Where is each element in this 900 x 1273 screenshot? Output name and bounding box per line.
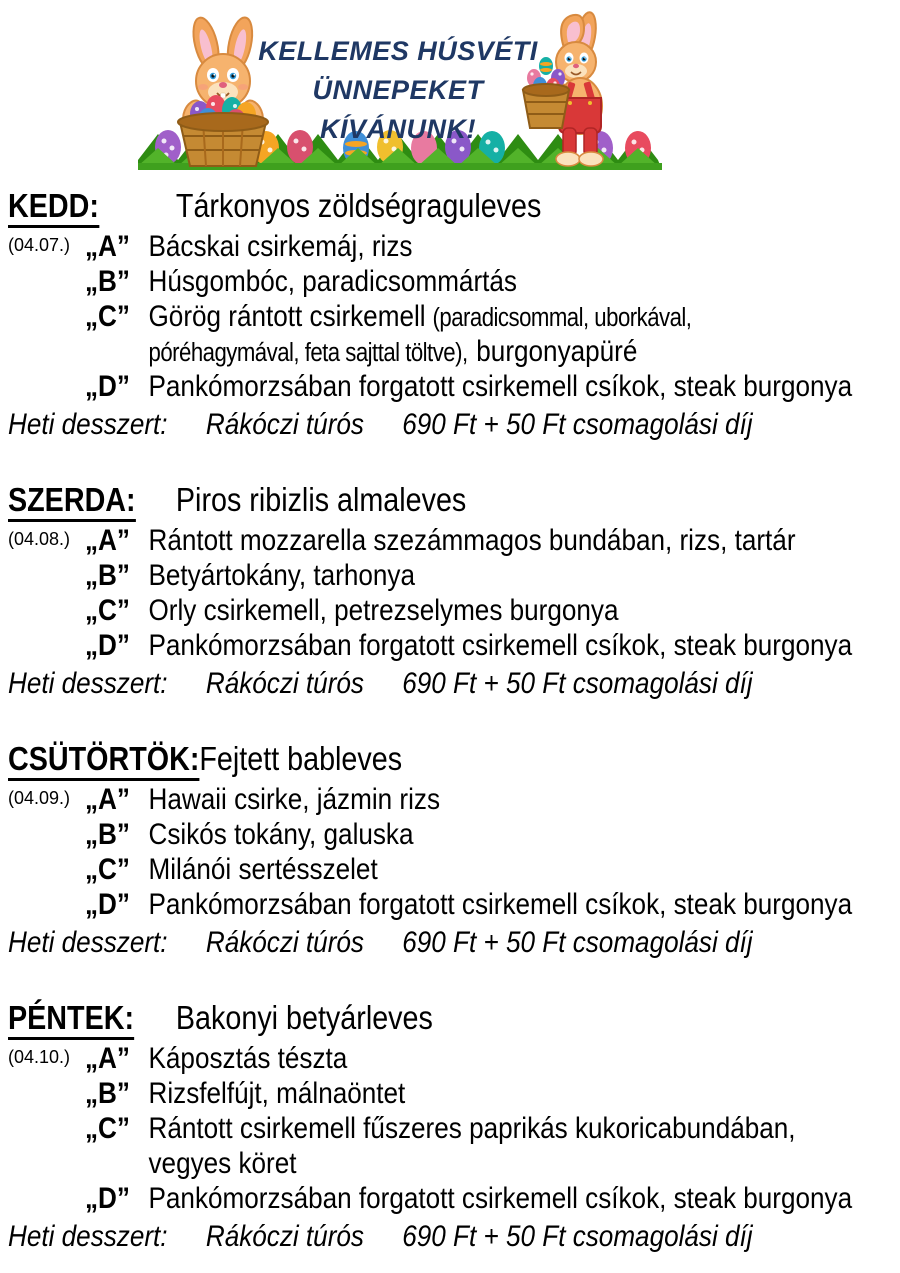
item-letter: „B” — [85, 818, 130, 851]
weekly-dessert — [8, 406, 900, 444]
dessert-label: Heti desszert: — [8, 408, 168, 441]
easter-banner — [138, 8, 662, 170]
item-letter: „A” — [85, 230, 130, 263]
menu-item-c-cont — [8, 1146, 900, 1181]
soup-name: Tárkonyos zöldségraguleves — [175, 187, 542, 224]
weekly-dessert — [8, 665, 900, 703]
day-name: SZERDA: — [8, 482, 136, 522]
dessert-label: Heti desszert: — [8, 926, 168, 959]
day-header — [8, 183, 900, 229]
day-header — [8, 995, 900, 1041]
day-name: KEDD: — [8, 188, 99, 228]
day-section-kedd — [8, 183, 900, 444]
item-letter: „D” — [85, 370, 130, 403]
menu-item-b — [8, 264, 900, 299]
item-text: Húsgombóc, paradicsommártás — [148, 265, 517, 298]
item-text: Pankómorzsában forgatott csirkemell csíkok, steak burgonya — [148, 629, 853, 662]
item-text: Bácskai csirkemáj, rizs — [148, 230, 413, 263]
item-letter: „A” — [85, 783, 130, 816]
soup-name: Fejtett bableves — [199, 740, 403, 777]
menu-item-c — [8, 852, 900, 887]
item-text: Betyártokány, tarhonya — [148, 559, 415, 592]
dessert-price: 690 Ft + 50 Ft csomagolási díj — [402, 1220, 753, 1253]
item-letter: „A” — [85, 524, 130, 557]
item-letter: „D” — [85, 888, 130, 921]
item-text: Hawaii csirke, jázmin rizs — [148, 783, 441, 816]
item-letter: „C” — [85, 594, 130, 627]
item-letter: „B” — [85, 1077, 130, 1110]
dessert-name: Rákóczi túrós — [205, 1220, 364, 1253]
item-letter: „A” — [85, 1042, 130, 1075]
day-name: CSÜTÖRTÖK: — [8, 741, 199, 781]
weekly-dessert — [8, 1218, 900, 1256]
item-letter: „D” — [85, 629, 130, 662]
item-text: Csikós tokány, galuska — [148, 818, 414, 851]
menu-item-a — [8, 782, 900, 817]
day-section-szerda — [8, 477, 900, 703]
day-date: (04.08.) — [8, 529, 71, 549]
item-letter: „C” — [85, 300, 130, 333]
greeting-line-2: ÜNNEPEKET KÍVÁNUNK! — [312, 75, 484, 144]
weekly-dessert — [8, 924, 900, 962]
item-letter: „C” — [85, 1112, 130, 1145]
item-text: Pankómorzsában forgatott csirkemell csíkok, steak burgonya — [148, 888, 853, 921]
item-text: Milánói sertésszelet — [148, 853, 378, 886]
menu-item-d — [8, 1181, 900, 1216]
weekly-menu — [0, 183, 900, 1256]
dessert-price: 690 Ft + 50 Ft csomagolási díj — [402, 408, 753, 441]
day-section-csutortok — [8, 736, 900, 962]
menu-item-b — [8, 1076, 900, 1111]
item-text: Görög rántott csirkemell — [148, 300, 426, 333]
item-text: Rántott mozzarella szezámmagos bundában, rizs, tartár — [148, 524, 796, 557]
day-date: (04.09.) — [8, 788, 71, 808]
dessert-name: Rákóczi túrós — [205, 667, 364, 700]
day-section-pentek — [8, 995, 900, 1256]
item-letter: „B” — [85, 559, 130, 592]
menu-item-d — [8, 887, 900, 922]
item-note: póréhagymával, feta sajttal töltve), — [148, 339, 468, 367]
item-text: Káposztás tészta — [148, 1042, 348, 1075]
item-text: Orly csirkemell, petrezselymes burgonya — [148, 594, 619, 627]
soup-name: Bakonyi betyárleves — [175, 999, 433, 1036]
day-header — [8, 477, 900, 523]
menu-item-c — [8, 593, 900, 628]
dessert-name: Rákóczi túrós — [205, 926, 364, 959]
dessert-label: Heti desszert: — [8, 1220, 168, 1253]
item-text: burgonyapüré — [476, 335, 638, 368]
menu-item-b — [8, 558, 900, 593]
item-text: Pankómorzsában forgatott csirkemell csíkok, steak burgonya — [148, 370, 853, 403]
item-letter: „C” — [85, 853, 130, 886]
menu-item-a — [8, 1041, 900, 1076]
menu-item-d — [8, 628, 900, 663]
day-name: PÉNTEK: — [8, 1000, 134, 1040]
item-letter: „B” — [85, 265, 130, 298]
menu-item-a — [8, 523, 900, 558]
menu-item-c — [8, 299, 900, 334]
menu-item-c — [8, 1111, 900, 1146]
day-date: (04.10.) — [8, 1047, 71, 1067]
day-date: (04.07.) — [8, 235, 71, 255]
item-text: Rántott csirkemell fűszeres paprikás kukoricabundában, — [148, 1112, 796, 1145]
item-letter: „D” — [85, 1182, 130, 1215]
dessert-price: 690 Ft + 50 Ft csomagolási díj — [402, 667, 753, 700]
soup-name: Piros ribizlis almaleves — [175, 481, 467, 518]
greeting-line-1: KELLEMES HÚSVÉTI — [258, 36, 538, 66]
menu-item-a — [8, 229, 900, 264]
menu-item-d — [8, 369, 900, 404]
day-header — [8, 736, 900, 782]
dessert-name: Rákóczi túrós — [205, 408, 364, 441]
item-text: vegyes köret — [148, 1147, 297, 1180]
item-text: Rizsfelfújt, málnaöntet — [148, 1077, 406, 1110]
dessert-label: Heti desszert: — [8, 667, 168, 700]
menu-item-c-cont — [8, 334, 900, 369]
dessert-price: 690 Ft + 50 Ft csomagolási díj — [402, 926, 753, 959]
item-text: Pankómorzsában forgatott csirkemell csíkok, steak burgonya — [148, 1182, 853, 1215]
menu-item-b — [8, 817, 900, 852]
item-note: (paradicsommal, uborkával, — [432, 304, 692, 332]
easter-greeting — [238, 32, 558, 149]
